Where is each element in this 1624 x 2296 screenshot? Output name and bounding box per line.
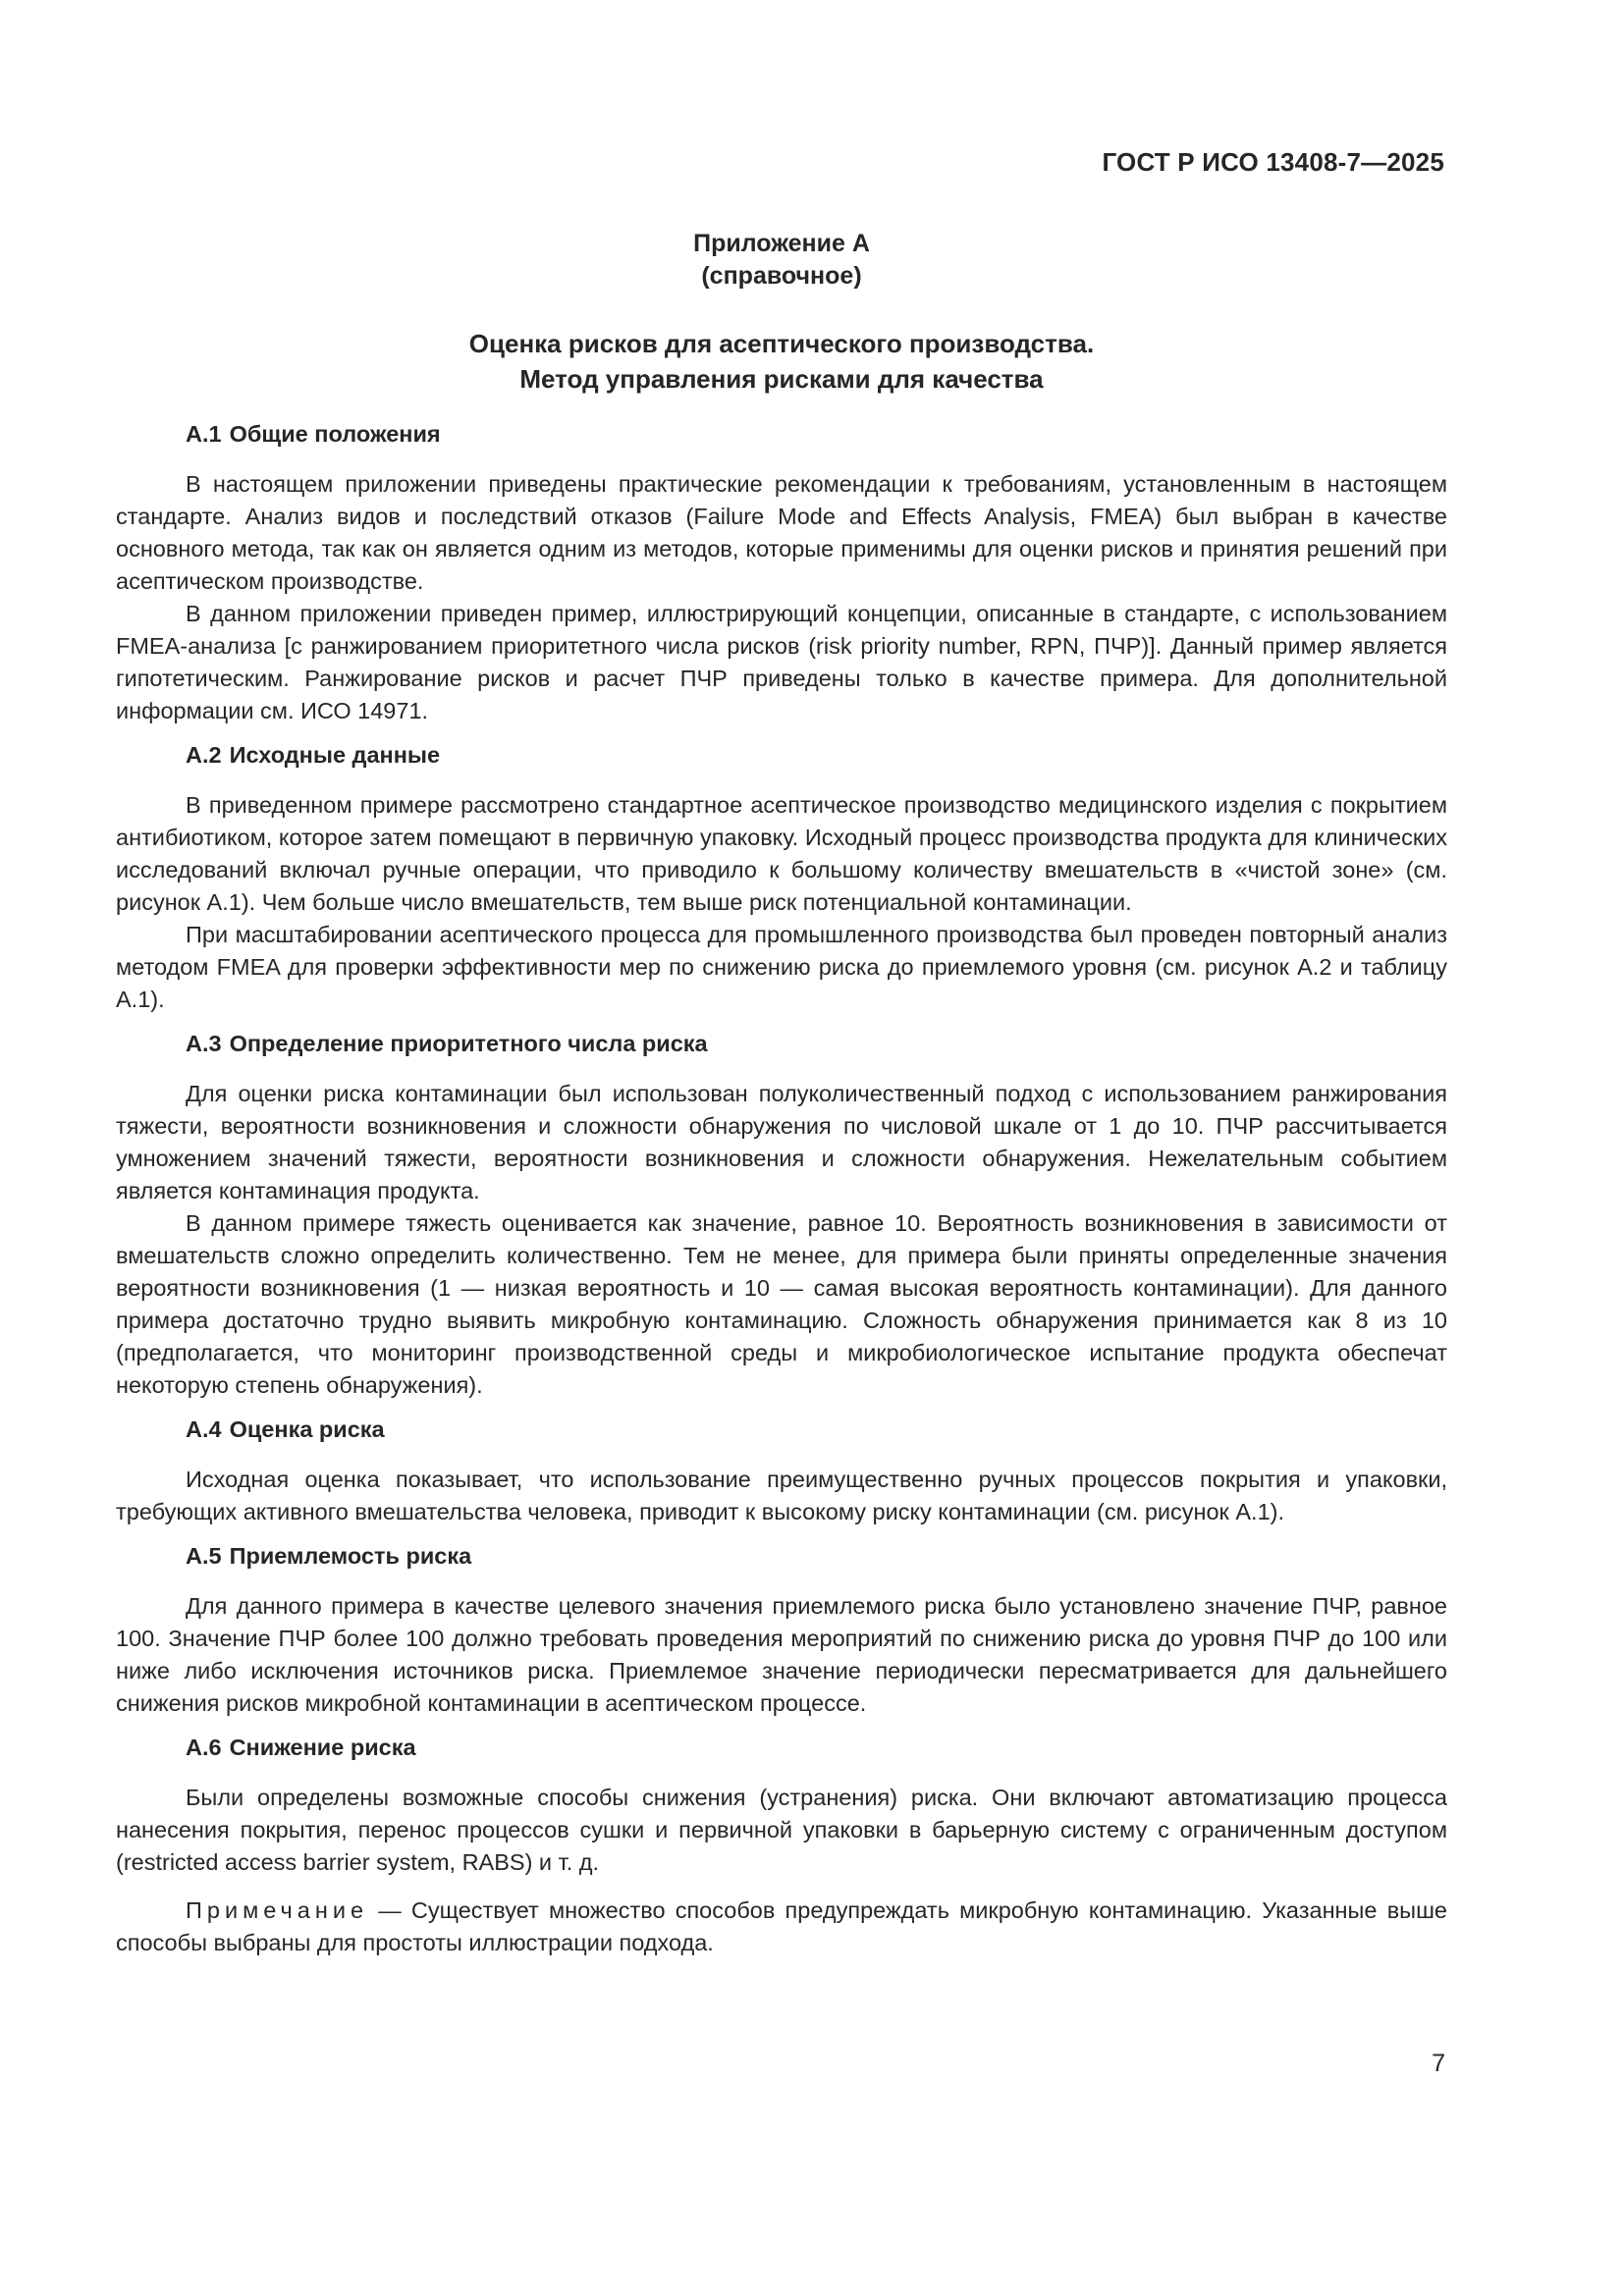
page-number: 7 [1432, 2050, 1445, 2077]
section-number: А.2 [186, 742, 222, 768]
section-title: Оценка риска [229, 1416, 385, 1442]
page-content [116, 228, 1447, 1959]
annex-label: Приложение А [693, 230, 870, 257]
section-heading [116, 1028, 1447, 1059]
section-heading [116, 739, 1447, 771]
section-number: А.6 [186, 1735, 222, 1760]
paragraph: В приведенном примере рассмотрено стандартное асептическое производство медицинского изделия с покрытием антибиотиком, которое затем помещают в первичную упаковку. Исходный процесс производства продукта для клинических исследований включал ручные операции, что приводило к большому количеству вмешательств в «чистой зоне» (см. рисунок А.1). Чем больше число вмешательств, тем выше риск потенциальной контаминации. [116, 792, 1447, 915]
paragraph: В настоящем приложении приведены практические рекомендации к требованиям, установленным в настоящем стандарте. Анализ видов и последствий отказов (Failure Mode and Effects Analysis, FMEA) был выбран в качестве основного метода, так как он является одним из методов, которые применимы для оценки рисков и принятия решений при асептическом производстве. [116, 471, 1447, 594]
note-label: Примечание [186, 1897, 369, 1923]
paragraph: Для оценки риска контаминации был использован полуколичественный подход с использованием ранжирования тяжести, вероятности возникновения и сложности обнаружения по числовой шкале от 1 до 10. ПЧР рассчитывается умножением значений тяжести, вероятности возникновения и сложности обнаружения. Нежелательным событием является контаминация продукта. [116, 1081, 1447, 1203]
section-title: Определение приоритетного числа риска [229, 1031, 708, 1056]
section-number: А.5 [186, 1543, 222, 1569]
paragraph: Исходная оценка показывает, что использование преимущественно ручных процессов покрытия и упаковки, требующих активного вмешательства человека, приводит к высокому риску контаминации (см. рисунок А.1). [116, 1467, 1447, 1524]
paragraph: Были определены возможные способы снижения (устранения) риска. Они включают автоматизацию процесса нанесения покрытия, перенос процессов сушки и первичной упаковки в барьерную систему с ограниченным доступом (restricted access barrier system, RABS) и т. д. [116, 1785, 1447, 1875]
section-heading [116, 1732, 1447, 1763]
annex-title-line-2: Метод управления рисками для качества [519, 364, 1044, 394]
annex-title-line-1: Оценка рисков для асептического производства. [468, 329, 1095, 358]
paragraph: В данном приложении приведен пример, иллюстрирующий концепции, описанные в стандарте, с использованием FMEA-анализа [с ранжированием приоритетного числа рисков (risk priority number, RPN, ПЧР)]. Данный пример является гипотетическим. Ранжирование рисков и расчет ПЧР приведены только в качестве примера. Для дополнительной информации см. ИСО 14971. [116, 601, 1447, 723]
section-title: Общие положения [229, 421, 441, 447]
section-a3 [116, 1028, 1447, 1402]
paragraph: Для данного примера в качестве целевого значения приемлемого риска было установлено значение ПЧР, равное 100. Значение ПЧР более 100 должно требовать проведения мероприятий по снижению риска до уровня ПЧР до 100 или ниже либо исключения источников риска. Приемлемое значение периодически пересматривается для дальнейшего снижения рисков микробной контаминации в асептическом процессе. [116, 1593, 1447, 1716]
annex-heading [116, 326, 1447, 397]
note [116, 1895, 1447, 1959]
note-text: — Существует множество способов предупреждать микробную контаминацию. Указанные выше способы выбраны для простоты иллюстрации подхода. [116, 1897, 1447, 1955]
section-a6 [116, 1732, 1447, 1879]
section-number: А.3 [186, 1031, 222, 1056]
section-number: А.4 [186, 1416, 222, 1442]
section-a1 [116, 418, 1447, 727]
paragraph: При масштабировании асептического процесса для промышленного производства был проведен повторный анализ методом FMEA для проверки эффективности мер по снижению риска до приемлемого уровня (см. рисунок А.2 и таблицу А.1). [116, 922, 1447, 1012]
document-code: ГОСТ Р ИСО 13408-7—2025 [1102, 147, 1444, 177]
section-heading [116, 1414, 1447, 1445]
section-number: А.1 [186, 421, 222, 447]
section-title: Приемлемость риска [229, 1543, 472, 1569]
section-heading [116, 1540, 1447, 1572]
note-paragraph [116, 1895, 1447, 1959]
section-heading [116, 418, 1447, 450]
section-a5 [116, 1540, 1447, 1720]
section-a2 [116, 739, 1447, 1016]
section-a4 [116, 1414, 1447, 1528]
section-title: Снижение риска [229, 1735, 416, 1760]
annex-status: (справочное) [701, 262, 862, 290]
section-title: Исходные данные [229, 742, 441, 768]
paragraph: В данном примере тяжесть оценивается как значение, равное 10. Вероятность возникновения в зависимости от вмешательств сложно определить количественно. Тем не менее, для примера были приняты определенные значения вероятности возникновения (1 — низкая вероятность и 10 — самая высокая вероятность контаминации). Для данного примера достаточно трудно выявить микробную контаминацию. Сложность обнаружения принимается как 8 из 10 (предполагается, что мониторинг производственной среды и микробиологическое испытание продукта обеспечат некоторую степень обнаружения). [116, 1210, 1447, 1398]
